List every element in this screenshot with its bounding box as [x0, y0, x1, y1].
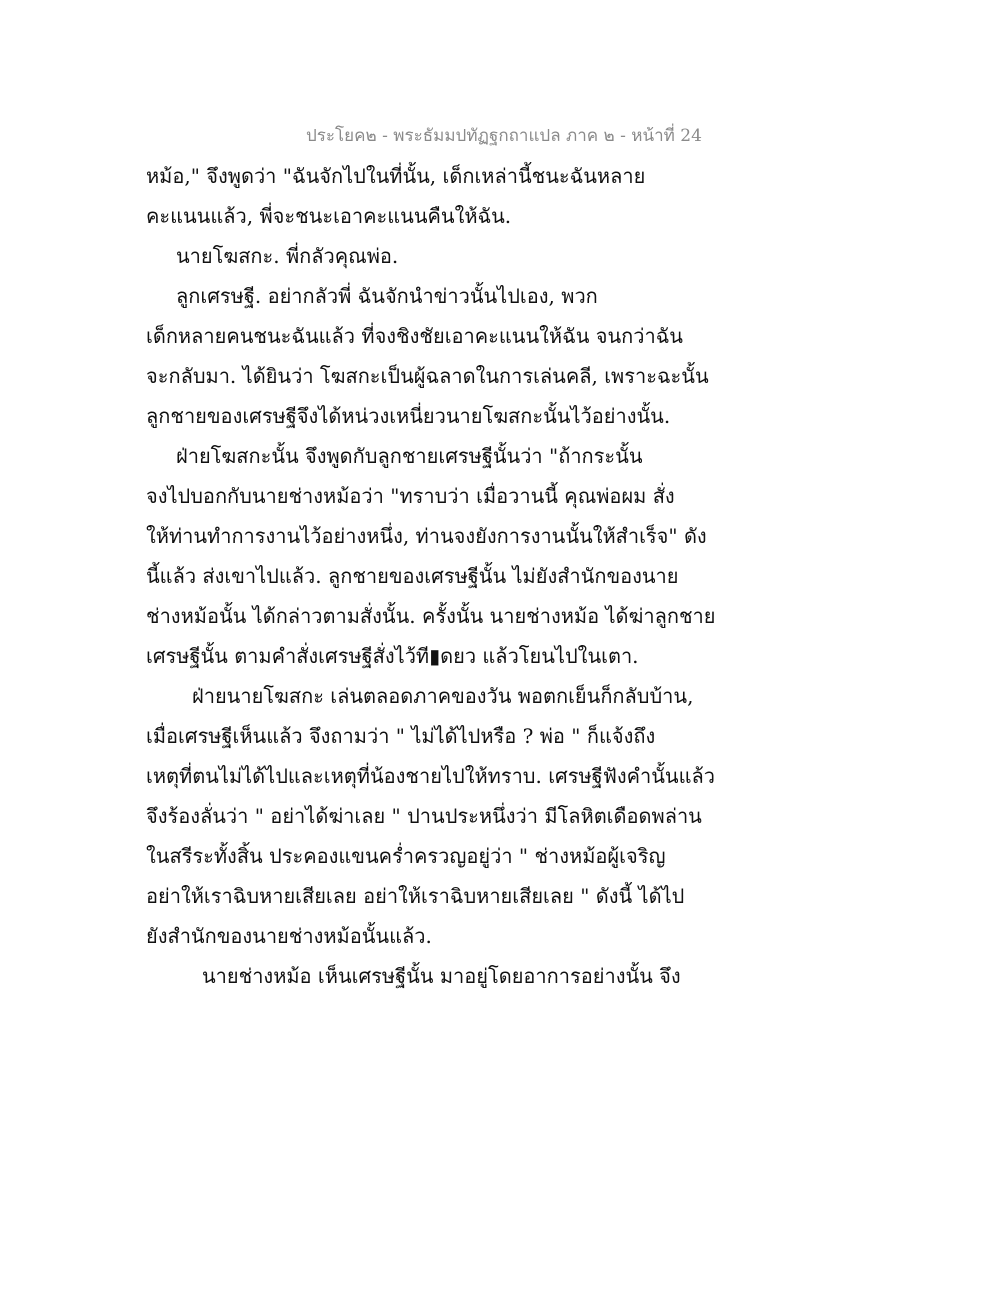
text-line: นี้แล้ว ส่งเขาไปแล้ว. ลูกชายของเศรษฐีนั้น ไม่ยังสำนักของนาย	[146, 564, 679, 588]
text-line: เหตุที่ตนไม่ได้ไปและเหตุที่น้องชายไปให้ทราบ. เศรษฐีฟังคำนั้นแล้ว	[146, 764, 715, 788]
text-line: หม้อ," จึงพูดว่า "ฉันจักไปในที่นั้น, เด็กเหล่านี้ชนะฉันหลาย	[146, 164, 646, 188]
text-line: เศรษฐีนั้น ตามคำสั่งเศรษฐีสั่งไว้ที▮ดยว แล้วโยนไปในเตา.	[146, 644, 639, 668]
text-line: ในสรีระทั้งสิ้น ประคองแขนคร่ำครวญอยู่ว่า " ช่างหม้อผู้เจริญ	[146, 844, 666, 868]
text-line: ช่างหม้อนั้น ได้กล่าวตามสั่งนั้น. ครั้งนั้น นายช่างหม้อ ได้ฆ่าลูกชาย	[146, 604, 716, 628]
text-line: ให้ท่านทำการงานไว้อย่างหนึ่ง, ท่านจงยังการงานนั้นให้สำเร็จ" ดัง	[146, 524, 707, 548]
paragraph-start-line: ฝ่ายนายโฆสกะ เล่นตลอดภาคของวัน พอตกเย็นก็กลับบ้าน,	[192, 684, 694, 708]
text-line: คะแนนแล้ว, พี่จะชนะเอาคะแนนคืนให้ฉัน.	[146, 204, 512, 228]
paragraph-start-line: ฝ่ายโฆสกะนั้น จึงพูดกับลูกชายเศรษฐีนั้นว่า "ถ้ากระนั้น	[176, 444, 643, 468]
text-line: ลูกชายของเศรษฐีจึงได้หน่วงเหนี่ยวนายโฆสกะนั้นไว้อย่างนั้น.	[146, 404, 671, 428]
text-line: อย่าให้เราฉิบหายเสียเลย อย่าให้เราฉิบหายเสียเลย " ดังนี้ ได้ไป	[146, 884, 685, 908]
text-line: เมื่อเศรษฐีเห็นแล้ว จึงถามว่า " ไม่ได้ไปหรือ ? พ่อ " ก็แจ้งถึง	[146, 724, 656, 748]
paragraph-start-line: นายโฆสกะ. พี่กลัวคุณพ่อ.	[176, 244, 399, 268]
text-line: จึงร้องลั่นว่า " อย่าได้ฆ่าเลย " ปานประหนึ่งว่า มีโลหิตเดือดพล่าน	[146, 804, 702, 828]
page-header: ประโยค๒ - พระธัมมปทัฏฐกถาแปล ภาค ๒ - หน้าที่ 24	[306, 126, 702, 146]
paragraph-start-line: ลูกเศรษฐี. อย่ากลัวพี่ ฉันจักนำข่าวนั้นไปเอง, พวก	[176, 284, 598, 308]
text-line: จงไปบอกกับนายช่างหม้อว่า "ทราบว่า เมื่อวานนี้ คุณพ่อผม สั่ง	[146, 484, 675, 508]
text-line: ยังสำนักของนายช่างหม้อนั้นแล้ว.	[146, 924, 432, 948]
text-line: เด็กหลายคนชนะฉันแล้ว ที่จงชิงชัยเอาคะแนนให้ฉัน จนกว่าฉัน	[146, 324, 683, 348]
text-line: จะกลับมา. ได้ยินว่า โฆสกะเป็นผู้ฉลาดในการเล่นคลี, เพราะฉะนั้น	[146, 364, 709, 388]
body-text	[146, 156, 716, 996]
paragraph-start-line: นายช่างหม้อ เห็นเศรษฐีนั้น มาอยู่โดยอาการอย่างนั้น จึง	[202, 964, 681, 988]
